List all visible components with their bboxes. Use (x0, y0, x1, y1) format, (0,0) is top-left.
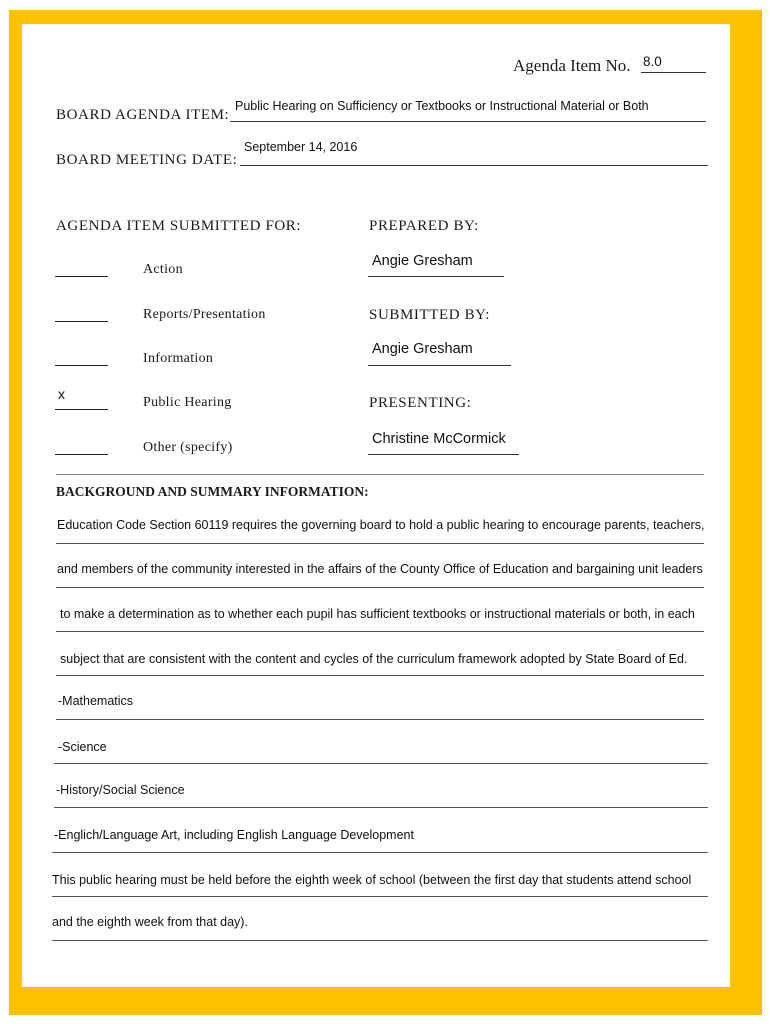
option-information-label: Information (143, 351, 214, 366)
background-rule-3 (56, 631, 704, 632)
section-divider (56, 474, 704, 475)
board-agenda-item-line (230, 121, 706, 122)
option-reports-blank[interactable] (55, 321, 108, 322)
agenda-item-number-label: Agenda Item No. (513, 56, 631, 75)
board-meeting-date-label: BOARD MEETING DATE: (56, 152, 238, 168)
prepared-by-line (368, 276, 504, 277)
background-line-7: -History/Social Science (56, 783, 185, 797)
background-line-2: and members of the community interested in the affairs of the County Office of Education and bargaining unit leaders (57, 562, 703, 576)
prepared-by-value[interactable]: Angie Gresham (372, 253, 473, 269)
submitted-for-heading: AGENDA ITEM SUBMITTED FOR: (56, 218, 302, 234)
presenting-line (368, 454, 519, 455)
board-agenda-item-label: BOARD AGENDA ITEM: (56, 107, 230, 123)
option-reports-label: Reports/Presentation (143, 307, 266, 322)
option-action-label: Action (143, 262, 183, 277)
submitted-by-value[interactable]: Angie Gresham (372, 341, 473, 357)
background-line-10: and the eighth week from that day). (52, 915, 248, 929)
board-meeting-date-value[interactable]: September 14, 2016 (244, 140, 358, 154)
submitted-by-label: SUBMITTED BY: (369, 307, 491, 323)
background-rule-5 (56, 719, 704, 720)
option-action-blank[interactable] (55, 276, 108, 277)
board-meeting-date-line (240, 165, 708, 166)
option-other-label: Other (specify) (143, 440, 233, 455)
background-line-5: -Mathematics (58, 694, 134, 708)
background-heading: BACKGROUND AND SUMMARY INFORMATION: (56, 484, 369, 499)
background-rule-4 (56, 675, 704, 676)
background-line-8: -Englich/Language Art, including English Language Development (54, 828, 414, 842)
presenting-value[interactable]: Christine McCormick (372, 431, 506, 447)
option-information-blank[interactable] (55, 365, 108, 366)
prepared-by-label: PREPARED BY: (369, 218, 479, 234)
background-line-3: to make a determination as to whether each pupil has sufficient textbooks or instructional materials or both, in each (60, 607, 695, 621)
option-public-hearing-blank[interactable] (55, 409, 108, 410)
background-rule-6 (54, 763, 708, 764)
option-public-hearing-label: Public Hearing (143, 395, 232, 410)
background-rule-8 (52, 852, 708, 853)
background-rule-1 (56, 543, 704, 544)
option-other-blank[interactable] (55, 454, 108, 455)
agenda-item-number-value[interactable]: 8.0 (643, 54, 662, 69)
background-line-6: -Science (58, 740, 107, 754)
background-rule-7 (54, 807, 708, 808)
presenting-label: PRESENTING: (369, 395, 472, 411)
board-agenda-item-value[interactable]: Public Hearing on Sufficiency or Textbooks or Instructional Material or Both (235, 99, 649, 113)
background-line-9: This public hearing must be held before the eighth week of school (between the first day that students attend school (52, 873, 692, 887)
agenda-item-number-line (641, 72, 706, 73)
background-rule-2 (56, 587, 704, 588)
background-line-1: Education Code Section 60119 requires the governing board to hold a public hearing to encourage parents, teachers, (57, 518, 705, 532)
background-rule-9 (52, 896, 708, 897)
option-public-hearing-mark[interactable]: x (58, 386, 65, 402)
background-line-4: subject that are consistent with the content and cycles of the curriculum framework adopted by State Board of Ed. (60, 652, 688, 666)
submitted-by-line (368, 365, 511, 366)
background-rule-10 (52, 940, 708, 941)
